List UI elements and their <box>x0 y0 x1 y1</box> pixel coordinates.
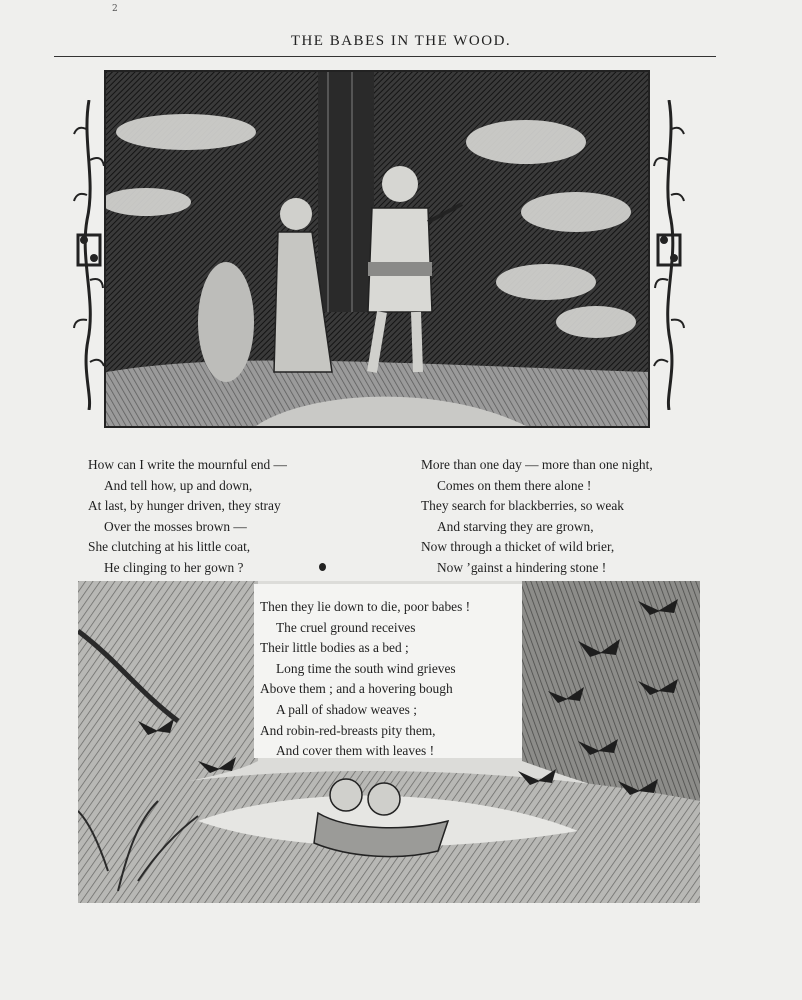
verse-left-column <box>88 455 287 579</box>
verse-line: Long time the south wind grieves <box>276 660 456 676</box>
verse-line: More than one day — more than one night, <box>421 457 653 472</box>
verse-line: Now ’gainst a hindering stone ! <box>437 559 607 575</box>
ink-spot <box>319 563 326 571</box>
verse-line: Now through a thicket of wild brier, <box>421 539 615 555</box>
verse-line: He clinging to her gown ? <box>104 559 244 575</box>
page-mark: 2 <box>112 4 118 14</box>
forest-children-illustration <box>104 70 650 428</box>
verse-line: And robin-red-breasts pity them, <box>260 722 436 738</box>
verse-line: Their little bodies as a bed ; <box>260 640 409 656</box>
verse-right-column <box>421 455 653 579</box>
verse-line: They search for blackberries, so weak <box>421 498 624 514</box>
verse-line: How can I write the mournful end — <box>88 457 287 472</box>
verse-line: And starving they are grown, <box>437 518 594 534</box>
verse-line: Comes on them there alone ! <box>437 477 592 493</box>
verse-line: The cruel ground receives <box>276 619 416 635</box>
verse-bottom-stanza <box>260 597 470 762</box>
verse-line: She clutching at his little coat, <box>88 539 251 555</box>
verse-line: At last, by hunger driven, they stray <box>88 498 281 514</box>
verse-line: Above them ; and a hovering bough <box>260 681 453 697</box>
right-vine-ornament <box>652 100 686 410</box>
verse-line: A pall of shadow weaves ; <box>276 701 417 717</box>
header-rule <box>54 56 716 57</box>
left-vine-ornament <box>72 100 106 410</box>
verse-line: Then they lie down to die, poor babes ! <box>260 599 471 614</box>
page-title: THE BABES IN THE WOOD. <box>290 33 512 49</box>
verse-line: And cover them with leaves ! <box>276 743 435 759</box>
verse-line: And tell how, up and down, <box>104 477 253 493</box>
verse-line: Over the mosses brown — <box>104 518 247 534</box>
